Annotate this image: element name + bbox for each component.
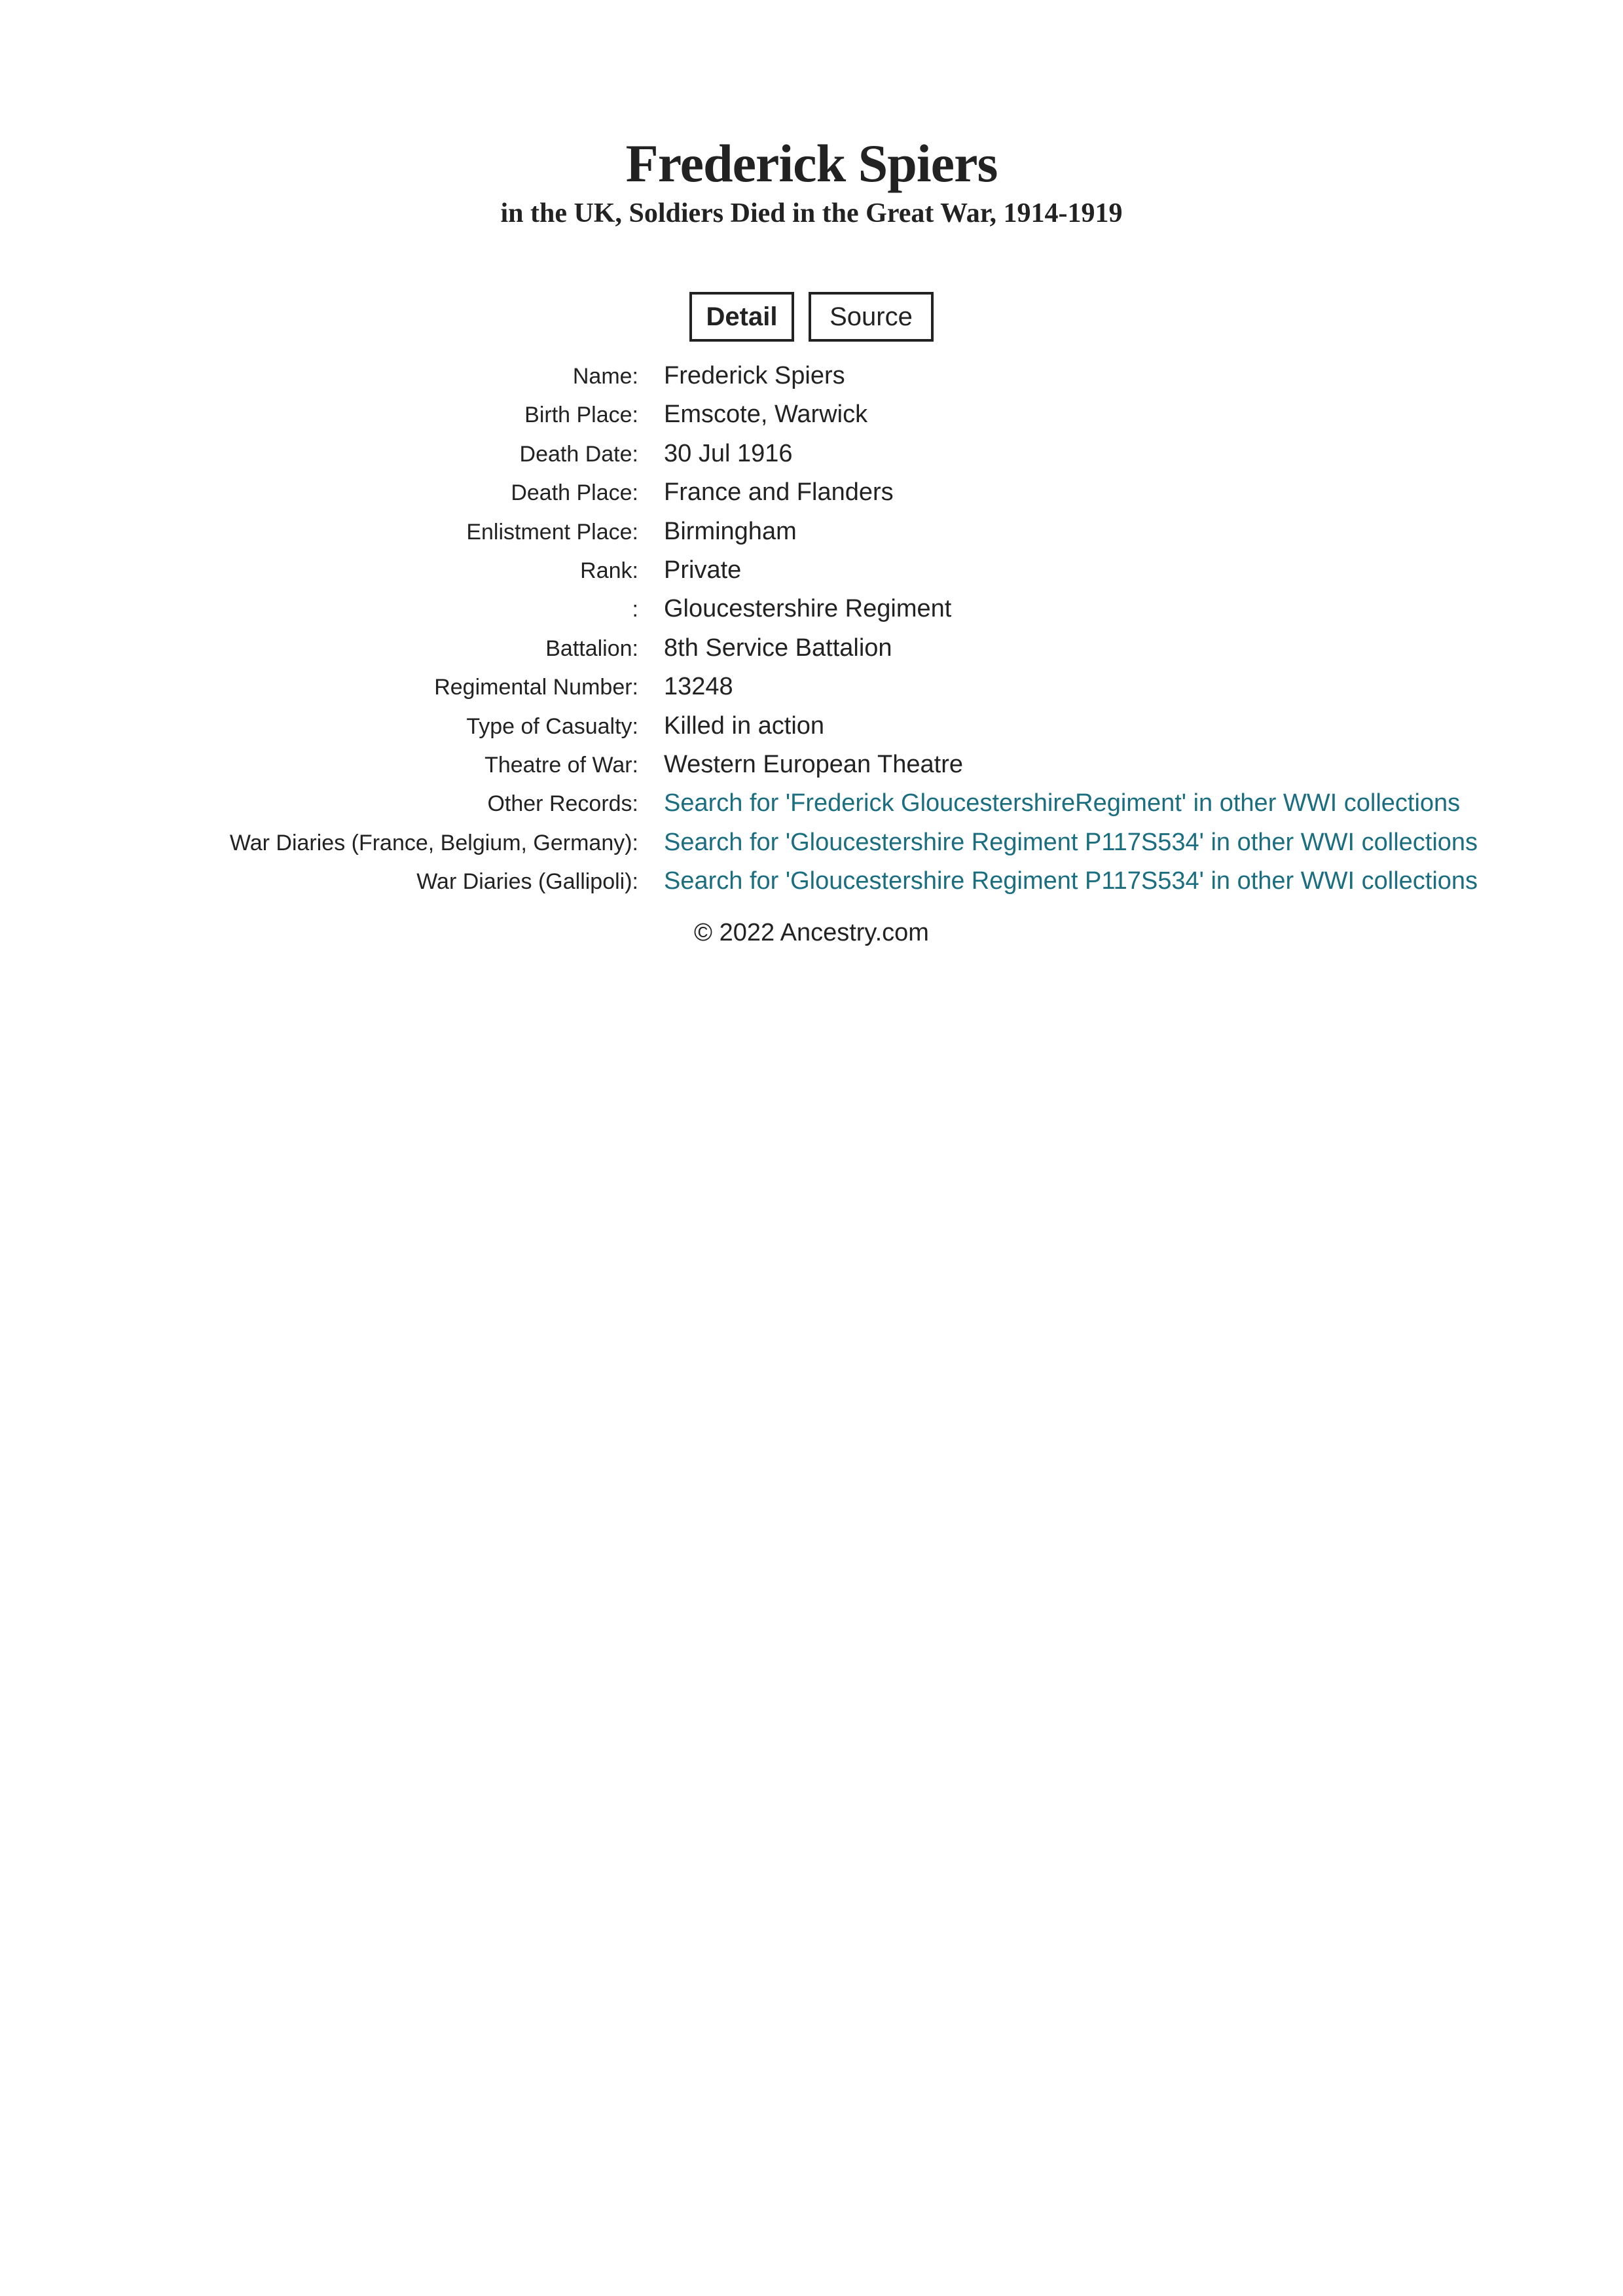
field-value: Killed in action: [664, 711, 825, 740]
record-row-rank: [0, 551, 1623, 590]
field-label: Enlistment Place:: [466, 519, 638, 545]
field-label: War Diaries (Gallipoli):: [416, 869, 638, 895]
record-header: [0, 131, 1623, 230]
record-row-other-records: [0, 784, 1623, 823]
tab-source[interactable]: Source: [809, 292, 934, 342]
record-row-battalion: [0, 629, 1623, 668]
field-value: France and Flanders: [664, 478, 894, 507]
record-row-enlistment-place: [0, 512, 1623, 551]
field-label: Rank:: [580, 558, 638, 583]
record-row-theatre-of-war: [0, 745, 1623, 784]
record-row-war-diaries-gallipoli: [0, 862, 1623, 901]
record-row-name: [0, 357, 1623, 395]
field-label: Theatre of War:: [484, 752, 638, 778]
field-value: 30 Jul 1916: [664, 439, 793, 467]
field-value: Private: [664, 556, 742, 584]
copyright-footer: © 2022 Ancestry.com: [694, 919, 929, 946]
field-value: Emscote, Warwick: [664, 401, 868, 429]
other-records-search-link[interactable]: Search for 'Frederick GloucestershireRegiment' in other WWI collections: [664, 789, 1461, 817]
war-diaries-gallipoli-search-link[interactable]: Search for 'Gloucestershire Regiment P117S534' in other WWI collections: [664, 867, 1478, 895]
field-value: Western European Theatre: [664, 750, 963, 778]
field-label: Battalion:: [545, 636, 638, 661]
field-label: Death Place:: [511, 480, 638, 506]
field-value: Frederick Spiers: [664, 362, 845, 389]
field-value: 8th Service Battalion: [664, 634, 892, 662]
record-row-type-of-casualty: [0, 707, 1623, 745]
field-label: Regimental Number:: [434, 675, 638, 700]
field-label: Death Date:: [519, 441, 638, 467]
war-diaries-france-search-link[interactable]: Search for 'Gloucestershire Regiment P117S534' in other WWI collections: [664, 828, 1478, 856]
record-row-death-date: [0, 435, 1623, 473]
field-label: Name:: [572, 364, 638, 389]
collection-subtitle: in the UK, Soldiers Died in the Great War, 1914-1919: [500, 198, 1123, 228]
field-label: :: [632, 597, 638, 622]
field-label: Birth Place:: [524, 403, 638, 428]
field-label: Other Records:: [487, 791, 638, 817]
record-row-death-place: [0, 473, 1623, 512]
page-title: Frederick Spiers: [625, 134, 998, 193]
tab-detail[interactable]: Detail: [689, 292, 794, 342]
field-value: 13248: [664, 673, 733, 701]
record-row-war-diaries-france: [0, 823, 1623, 862]
field-label: Type of Casualty:: [466, 713, 638, 739]
view-tabs: [0, 292, 1623, 342]
field-label: War Diaries (France, Belgium, Germany):: [229, 830, 638, 855]
record-row-birth-place: [0, 395, 1623, 434]
record-details: [0, 357, 1623, 901]
field-value: Gloucestershire Regiment: [664, 595, 952, 623]
record-row-regiment: [0, 590, 1623, 628]
field-value: Birmingham: [664, 517, 797, 545]
record-row-regimental-number: [0, 668, 1623, 706]
